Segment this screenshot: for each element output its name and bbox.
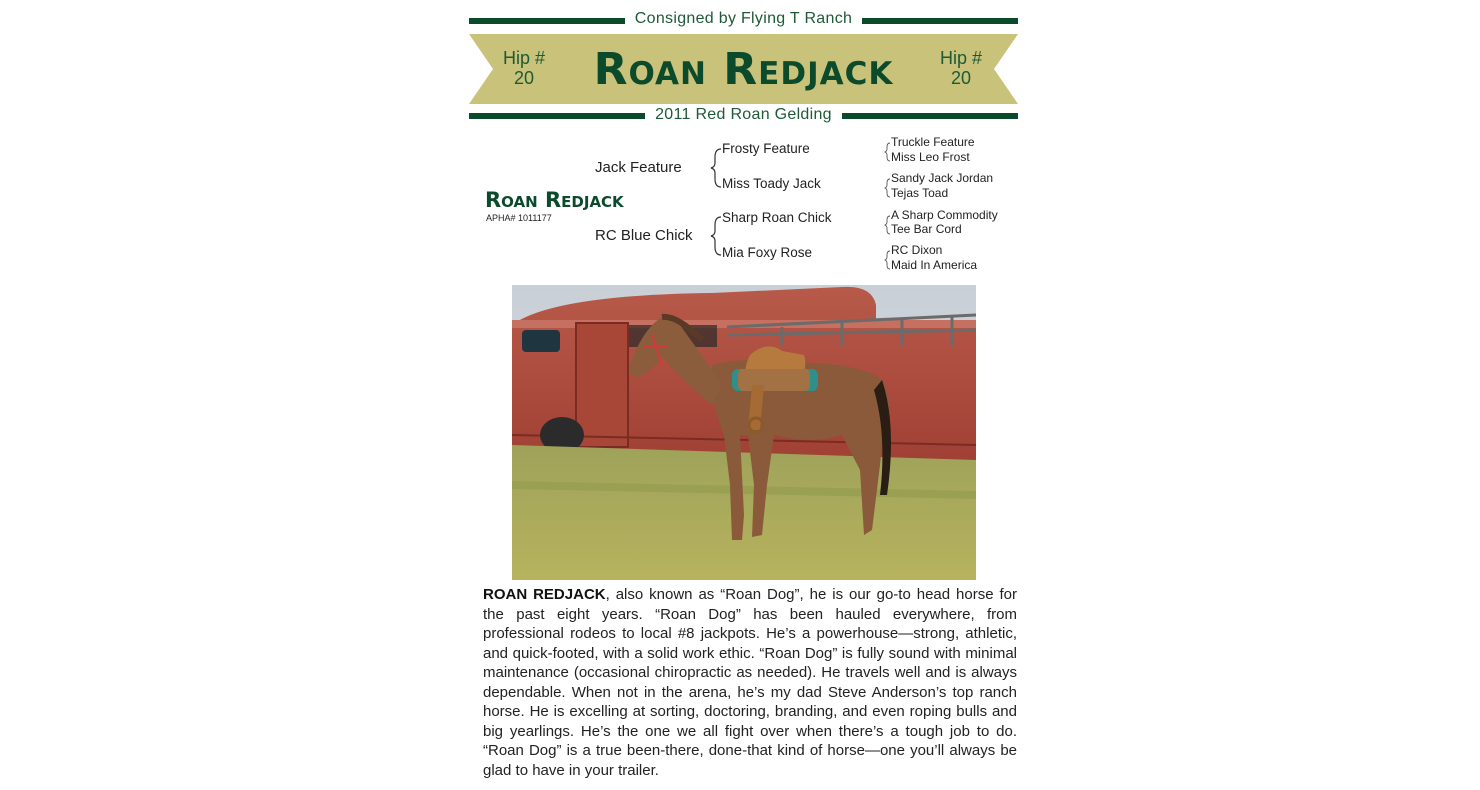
pedigree-dam: RC Blue Chick [595,227,693,244]
pedigree-dam-dam: Mia Foxy Rose [722,245,813,260]
pedigree-g3-2: Miss Leo Frost [891,150,970,164]
pedigree-g3-8: Maid In America [891,258,978,272]
hip-value: 20 [513,68,535,88]
pedigree-sire-dam: Miss Toady Jack [722,176,821,191]
horse-photo [512,285,976,580]
horse-description [483,585,1017,780]
horse-name-title: Roan Redjack [593,44,894,95]
hip-label: Hip # [939,48,983,68]
sale-catalog-page [469,0,1018,790]
description-lead: ROAN REDJACK [483,586,606,603]
pedigree-g3-7: RC Dixon [891,243,943,257]
pedigree-g3-4: Tejas Toad [891,186,949,200]
description-body: , also known as “Roan Dog”, he is our go-to head horse for the past eight years. “Roan Dog” has been hauled everywhere, from professional rodeos to local #8 jackpots. He’s a powerhouse—strong, athletic, and quick-footed, with a solid work ethic. “Roan Dog” is fully sound with minimal maintenance (occasional chiropractic as needed). He travels well and is always dependable. When not in the arena, he’s my dad Steve Anderson’s top ranch horse. He is excelling at sorting, doctoring, branding, and even roping bulls and big yearlings. He’s the one we all fight over when there’s a tough job to do. “Roan Dog” is a true been-there, done-that kind of horse—one you’ll always be glad to have in your trailer. [483,586,1017,779]
pedigree-sire-sire: Frosty Feature [722,141,810,156]
consignor-text: Consigned by Flying T Ranch [625,10,862,27]
pedigree-g3-1: Truckle Feature [891,135,975,149]
subtitle-text: 2011 Red Roan Gelding [645,106,842,123]
pedigree-sire: Jack Feature [595,159,682,176]
pedigree-horse-name: Roan Redjack [485,188,624,212]
hip-value: 20 [950,68,972,88]
registration-number: APHA# 1011177 [486,213,552,223]
pedigree-g3-5: A Sharp Commodity [891,208,998,222]
pedigree-g3-3: Sandy Jack Jordan [891,171,994,185]
pedigree-dam-sire: Sharp Roan Chick [722,210,832,225]
pedigree-g3-6: Tee Bar Cord [891,222,962,236]
hip-label: Hip # [502,48,546,68]
